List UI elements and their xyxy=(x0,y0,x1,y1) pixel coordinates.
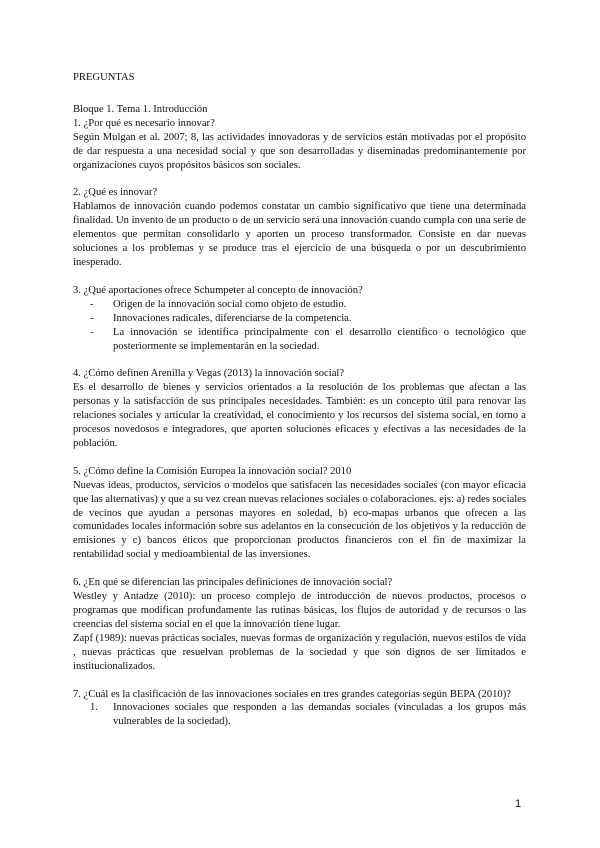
question-block-7 xyxy=(73,688,526,730)
bullet-list xyxy=(73,298,526,354)
question-text: 6. ¿En qué se diferencian las principales definiciones de innovación social? xyxy=(73,577,393,589)
list-item xyxy=(73,701,526,729)
answer-text: Hablamos de innovación cuando podemos constatar un cambio significativo que tiene una determinada finalidad. Un invento de un producto o de un servicio será una innovación cuando cumpla con una serie de elementos que permitan consolidarlo y aporten un proceso transformador. Consiste en dar nuevas soluciones a los problemas y se produce tras el ejercicio de una búsqueda o por un descubrimiento inesperado. xyxy=(73,201,526,268)
question-block-4 xyxy=(73,367,526,450)
page-number: 1 xyxy=(515,798,522,810)
numbered-list xyxy=(73,701,526,729)
dash-bullet: - xyxy=(90,326,94,338)
list-item xyxy=(73,312,526,326)
question-block-1 xyxy=(73,103,526,173)
list-item xyxy=(73,326,526,354)
question-block-3 xyxy=(73,284,526,354)
list-item-text: La innovación se identifica principalmente con el desarrollo científico o tecnológico que posteriormente se implementarán en la sociedad. xyxy=(113,326,526,352)
question-text: 4. ¿Cómo definen Arenilla y Vegas (2013) la innovación social? xyxy=(73,368,345,380)
list-item xyxy=(73,298,526,312)
dash-bullet: - xyxy=(90,312,94,324)
list-item-text: Innovaciones sociales que responden a las demandas sociales (vinculadas a los grupos más vulnerables de la sociedad). xyxy=(113,702,526,728)
answer-text: Westley y Antadze (2010): un proceso complejo de introducción de nuevos productos, procesos o programas que modifican profundamente las rutinas básicas, los flujos de autoridad y de recursos o las creencias del sistema social en el que la innovación tiene lugar. xyxy=(73,591,526,630)
answer-text: Es el desarrollo de bienes y servicios orientados a la resolución de los problemas que afectan a las personas y la satisfacción de sus principales necesidades. También: es un concepto útil para renovar las relaciones sociales y articular la creatividad, el conocimiento y los recursos del sistema social, en torno a procesos novedosos e integradores, que aporten soluciones eficaces y efectivas a las necesidades de la población. xyxy=(73,382,526,449)
section-heading: Bloque 1. Tema 1. Introducción xyxy=(73,103,208,115)
question-block-6 xyxy=(73,576,526,673)
answer-text: Según Mulgan et al. 2007; 8, las actividades innovadoras y de servicios están motivadas por el propósito de dar respuesta a una necesidad social y que son desarrolladas y diseminadas predominantemente por organizaciones cuyos propósitos básicos son sociales. xyxy=(73,131,526,171)
list-item-text: Innovaciones radicales, diferenciarse de la competencia. xyxy=(113,312,352,324)
document-body xyxy=(73,71,526,743)
question-text: 3. ¿Qué aportaciones ofrece Schumpeter al concepto de innovación? xyxy=(73,284,363,296)
answer-text: Zapf (1989): nuevas prácticas sociales, nuevas formas de organización y regulación, nuevos estilos de vida , nuevas prácticas que resuelvan problemas de la sociedad y que son dignos de ser limitados e institucionalizados. xyxy=(73,632,526,672)
question-text: 2. ¿Qué es innovar? xyxy=(73,187,158,199)
question-block-2 xyxy=(73,186,526,269)
question-text: 5. ¿Cómo define la Comisión Europea la innovación social? 2010 xyxy=(73,465,352,477)
question-block-5 xyxy=(73,465,526,562)
question-text: 1. ¿Por qué es necesario innovar? xyxy=(73,117,215,129)
list-item-text: Origen de la innovación social como objeto de estudio. xyxy=(113,298,347,310)
document-title: PREGUNTAS xyxy=(73,72,135,83)
answer-text: Nuevas ideas, productos, servicios o modelos que satisfacen las necesidades sociales (con mayor eficacia que las alternativas) y que a su vez crean nuevas relaciones sociales o colaboraciones. ejs: a) redes sociales de vecinos que ayudan a personas mayores en soledad, b) eco-mapas urbanos que ofrecen a las comunidades locales información sobre sus adelantos en la consecución de los objetivos y la reducción de emisiones y c) bancos éticos que proporcionan productos financieros con el fin de maximizar la rentabilidad social y medioambiental de las inversiones. xyxy=(73,479,526,561)
dash-bullet: - xyxy=(90,298,94,310)
list-number: 1. xyxy=(90,702,98,714)
question-text: 7. ¿Cuál es la clasificación de las innovaciones sociales en tres grandes categorías según BEPA (2010)? xyxy=(73,688,511,700)
